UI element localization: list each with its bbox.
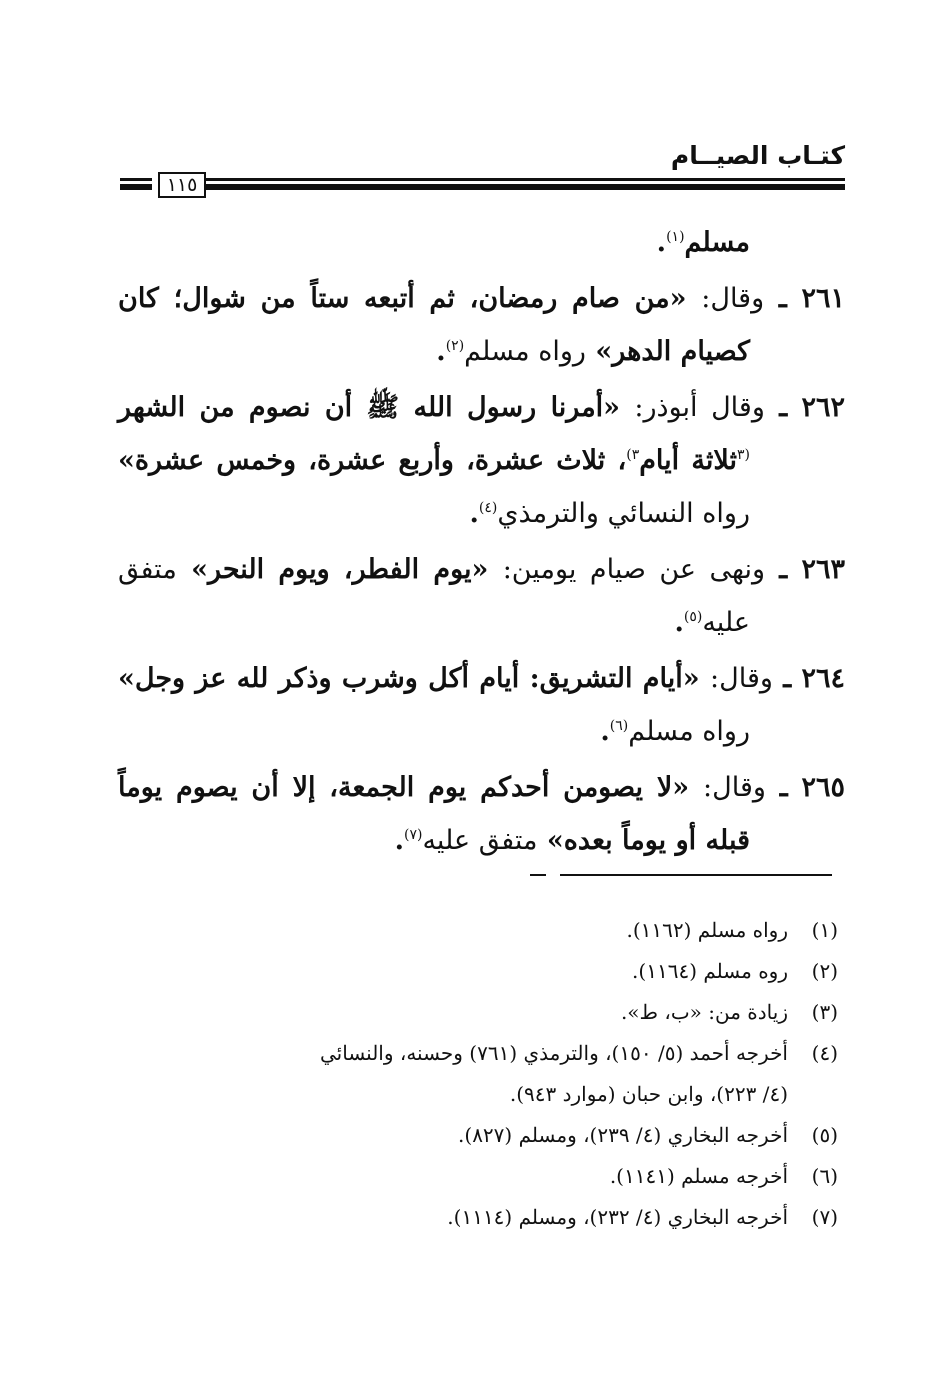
footnote-number: (٣) — [811, 1000, 838, 1024]
hadith-source: متفق عليه — [118, 554, 750, 638]
hadith-number: ٢٦٣ ـ — [779, 554, 845, 585]
footnote-text: أخرجه مسلم (١١٤١). — [609, 1164, 788, 1188]
hadith-quote: ، ثلاث عشرة، وأربع عشرة، وخمس عشرة» — [118, 445, 627, 476]
hadith-quote: ثلاثة أيام — [639, 445, 737, 476]
hadith-262: ٢٦٢ ـ وقال أبوذر: «أمرنا رسول الله ﷺ أن نصوم من الشهر $^{(٣}$ثلاثة أيام$^{٣)}$، ثلاث عشرة، وأربع عشرة، وخمس عشرة» رواه النسائي والترمذي$^{(٤)}$. — [118, 392, 845, 529]
hadith-intro: وقال: — [701, 283, 765, 314]
footnote-1 — [118, 910, 838, 951]
footnote-ref: (٧) — [403, 827, 423, 843]
hadith-source: رواه مسلم — [628, 716, 750, 747]
footnote-text: أخرجه البخاري (٤/ ٢٣٩)، ومسلم (٨٢٧). — [458, 1123, 788, 1147]
main-text — [118, 216, 845, 870]
hadith-intro: ونهى عن صيام يومين: — [502, 554, 765, 585]
footnote-ref: (٤) — [478, 500, 498, 516]
hadith-quote: «أيام التشريق: أيام أكل وشرب وذكر لله عز وجل» — [118, 663, 700, 694]
footnote-divider-dash — [530, 874, 546, 876]
header-rule-short — [120, 178, 152, 190]
footnote-number: (٦) — [811, 1164, 838, 1188]
hadith-264: ٢٦٤ ـ وقال: «أيام التشريق: أيام أكل وشرب وذكر لله عز وجل» رواه مسلم$^{(٦)}$. — [118, 663, 845, 747]
footnote-number: (٢) — [811, 959, 838, 983]
hadith-263: ٢٦٣ ـ ونهى عن صيام يومين: «يوم الفطر، ويوم النحر» متفق عليه$^{(٥)}$. — [118, 554, 845, 638]
footnote-number: (٧) — [811, 1205, 838, 1229]
continuation-line: مسلم$^{(١)}$. — [656, 227, 750, 258]
footnote-3 — [118, 992, 838, 1033]
footnote-4 — [118, 1033, 838, 1074]
footnotes — [118, 910, 838, 1238]
header-rule — [205, 178, 845, 190]
hadith-quote: «أمرنا رسول الله ﷺ أن نصوم من الشهر — [118, 392, 621, 423]
hadith-quote: «يوم الفطر، ويوم النحر» — [191, 554, 489, 585]
footnote-ref: (٣ — [737, 447, 750, 463]
footnote-number: (١) — [811, 918, 838, 942]
footnote-divider — [560, 874, 832, 876]
footnote-text: روه مسلم (١١٦٤). — [632, 959, 788, 983]
hadith-number: ٢٦٤ ـ — [783, 663, 845, 694]
footnote-ref: (١) — [666, 229, 685, 245]
footnote-7 — [118, 1197, 838, 1238]
footnote-6 — [118, 1156, 838, 1197]
hadith-265: ٢٦٥ ـ وقال: «لا يصومن أحدكم يوم الجمعة، إلا أن يصوم يوماً قبله أو يوماً بعده» متفق عليه$^{(٧)}$. — [118, 772, 845, 856]
hadith-intro: وقال: — [710, 663, 773, 694]
hadith-number: ٢٦١ ـ — [778, 283, 845, 314]
footnote-text: زيادة من: «ب، ط». — [620, 1000, 788, 1024]
footnote-4-cont — [118, 1074, 838, 1115]
footnote-ref: (٦) — [609, 718, 629, 734]
footnote-number: (٥) — [811, 1123, 838, 1147]
footnote-text: أخرجه البخاري (٤/ ٢٣٢)، ومسلم (١١١٤). — [447, 1205, 788, 1229]
hadith-number: ٢٦٥ ـ — [779, 772, 845, 803]
hadith-number: ٢٦٢ ـ — [779, 392, 845, 423]
footnote-ref: ٣) — [626, 447, 640, 463]
hadith-intro: وقال أبوذر: — [634, 392, 765, 423]
page-number: ١١٥ — [158, 172, 206, 198]
footnote-ref: (٢) — [445, 338, 465, 354]
hadith-quote: «من صام رمضان، ثم أتبعه ستاً من شوال؛ كان كصيام الدهر» — [118, 283, 750, 367]
footnote-text: (٤/ ٢٢٣)، وابن حبان (موارد ٩٤٣). — [509, 1082, 788, 1106]
hadith-source: رواه مسلم — [464, 336, 586, 367]
footnote-text: أخرجه أحمد (٥/ ١٥٠)، والترمذي (٧٦١) وحسنه، والنسائي — [319, 1041, 788, 1065]
hadith-source: متفق عليه — [422, 825, 538, 856]
hadith-quote: «لا يصومن أحدكم يوم الجمعة، إلا أن يصوم يوماً قبله أو يوماً بعده» — [118, 772, 750, 856]
footnote-ref: (٥) — [683, 609, 703, 625]
footnote-text: رواه مسلم (١١٦٢). — [626, 918, 788, 942]
text-span: مسلم — [684, 227, 750, 258]
footnote-number: (٤) — [811, 1041, 838, 1065]
hadith-261: ٢٦١ ـ وقال: «من صام رمضان، ثم أتبعه ستاً من شوال؛ كان كصيام الدهر» رواه مسلم$^{(٢)}$. — [118, 283, 845, 367]
footnote-2 — [118, 951, 838, 992]
hadith-source: رواه النسائي والترمذي — [497, 498, 750, 529]
hadith-intro: وقال: — [703, 772, 766, 803]
running-header-title: كتـاب الصيــام — [670, 141, 845, 170]
footnote-5 — [118, 1115, 838, 1156]
